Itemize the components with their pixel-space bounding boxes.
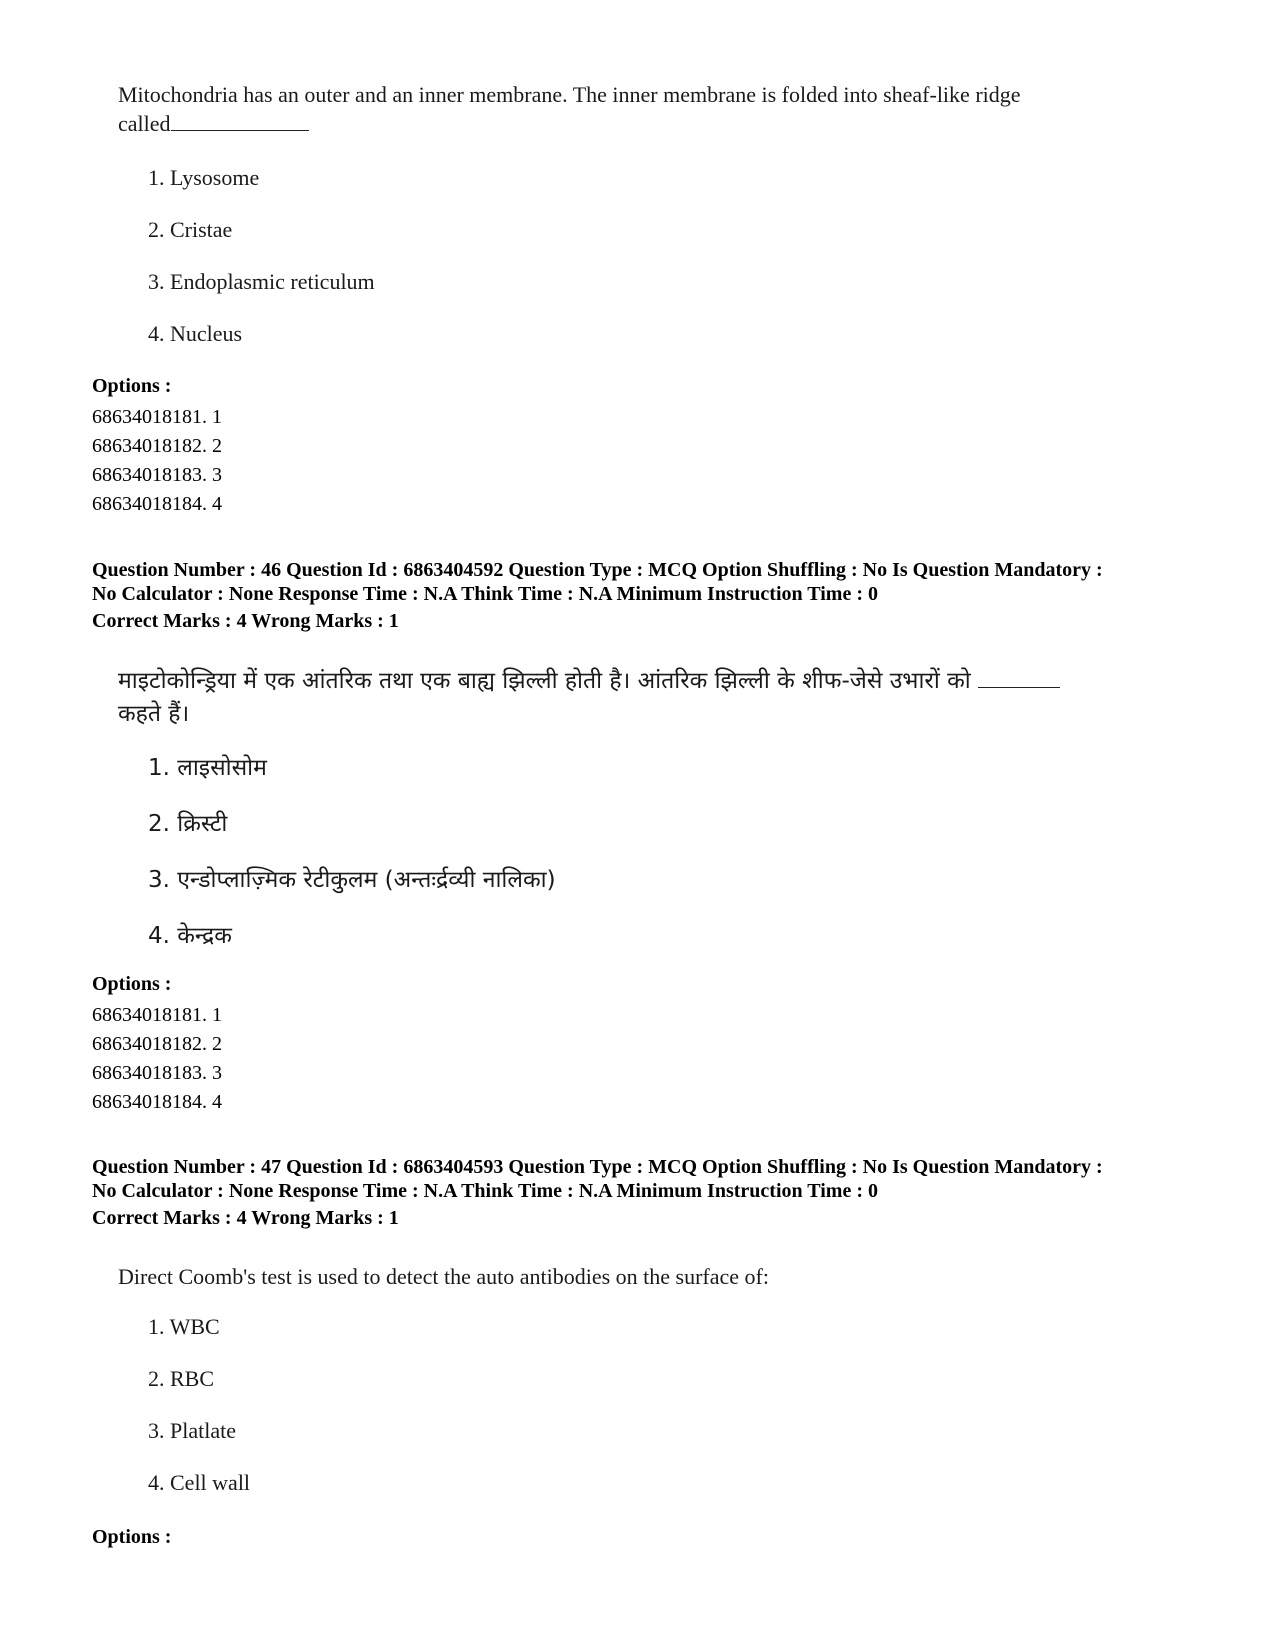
q46-question-line1	[118, 665, 1238, 698]
q46-choice-3: 3. एन्डोप्लाज़्मिक रेटीकुलम (अन्तःर्द्रव्यी नालिका)	[148, 867, 556, 893]
q45-answer-blank	[171, 130, 309, 131]
q45-question-line1: Mitochondria has an outer and an inner membrane. The inner membrane is folded into sheaf-like ridge	[118, 82, 1021, 107]
q45-question-called: called	[118, 111, 171, 136]
q45-choice-1: 1. Lysosome	[148, 165, 260, 190]
q45-question-line2	[118, 109, 1218, 138]
q47-meta-line2: No Calculator : None Response Time : N.A Think Time : N.A Minimum Instruction Time : 0	[92, 1180, 878, 1202]
q45-option-4: 68634018184. 4	[92, 493, 222, 515]
q45-options-label: Options :	[92, 375, 172, 397]
q45-choice-2: 2. Cristae	[148, 217, 233, 242]
q46-meta-line1: Question Number : 46 Question Id : 6863404592 Question Type : MCQ Option Shuffling : No Is Question Mandatory :	[92, 559, 1103, 581]
q45-option-1: 68634018181. 1	[92, 406, 222, 428]
q47-meta-line1: Question Number : 47 Question Id : 6863404593 Question Type : MCQ Option Shuffling : No Is Question Mandatory :	[92, 1156, 1103, 1178]
q46-question	[118, 665, 1238, 731]
q46-meta-line2: No Calculator : None Response Time : N.A Think Time : N.A Minimum Instruction Time : 0	[92, 583, 878, 605]
q46-choice-2: 2. क्रिस्टी	[148, 811, 228, 837]
q46-marks: Correct Marks : 4 Wrong Marks : 1	[92, 610, 399, 632]
q46-option-3: 68634018183. 3	[92, 1062, 222, 1084]
q46-meta	[92, 558, 1262, 606]
q45-option-3: 68634018183. 3	[92, 464, 222, 486]
q47-question: Direct Coomb's test is used to detect the auto antibodies on the surface of:	[118, 1264, 769, 1289]
q46-option-2: 68634018182. 2	[92, 1033, 222, 1055]
q45-choice-3: 3. Endoplasmic reticulum	[148, 269, 375, 294]
q47-choice-1: 1. WBC	[148, 1314, 220, 1339]
q46-option-list	[92, 1001, 222, 1117]
q46-choice-4: 4. केन्द्रक	[148, 923, 232, 949]
q47-meta	[92, 1155, 1262, 1203]
q47-choice-4: 4. Cell wall	[148, 1470, 251, 1495]
q45-question	[118, 80, 1218, 138]
q46-choice-1: 1. लाइसोसोम	[148, 755, 267, 781]
q46-options-label: Options :	[92, 973, 172, 995]
q46-option-4: 68634018184. 4	[92, 1091, 222, 1113]
q45-option-2: 68634018182. 2	[92, 435, 222, 457]
q45-choice-4: 4. Nucleus	[148, 321, 243, 346]
q46-question-text: माइटोकोन्ड्रिया में एक आंतरिक तथा एक बाह्य झिल्ली होती है। आंतरिक झिल्ली के शीफ-जेसे उभारों को	[118, 668, 971, 694]
q46-answer-blank	[978, 687, 1060, 688]
q47-choice-2: 2. RBC	[148, 1366, 215, 1391]
q45-option-list	[92, 403, 222, 519]
q47-marks: Correct Marks : 4 Wrong Marks : 1	[92, 1207, 399, 1229]
q46-option-1: 68634018181. 1	[92, 1004, 222, 1026]
q47-choice-3: 3. Platlate	[148, 1418, 236, 1443]
q46-question-line2: कहते हैं।	[118, 701, 190, 727]
q47-options-label: Options :	[92, 1526, 172, 1548]
